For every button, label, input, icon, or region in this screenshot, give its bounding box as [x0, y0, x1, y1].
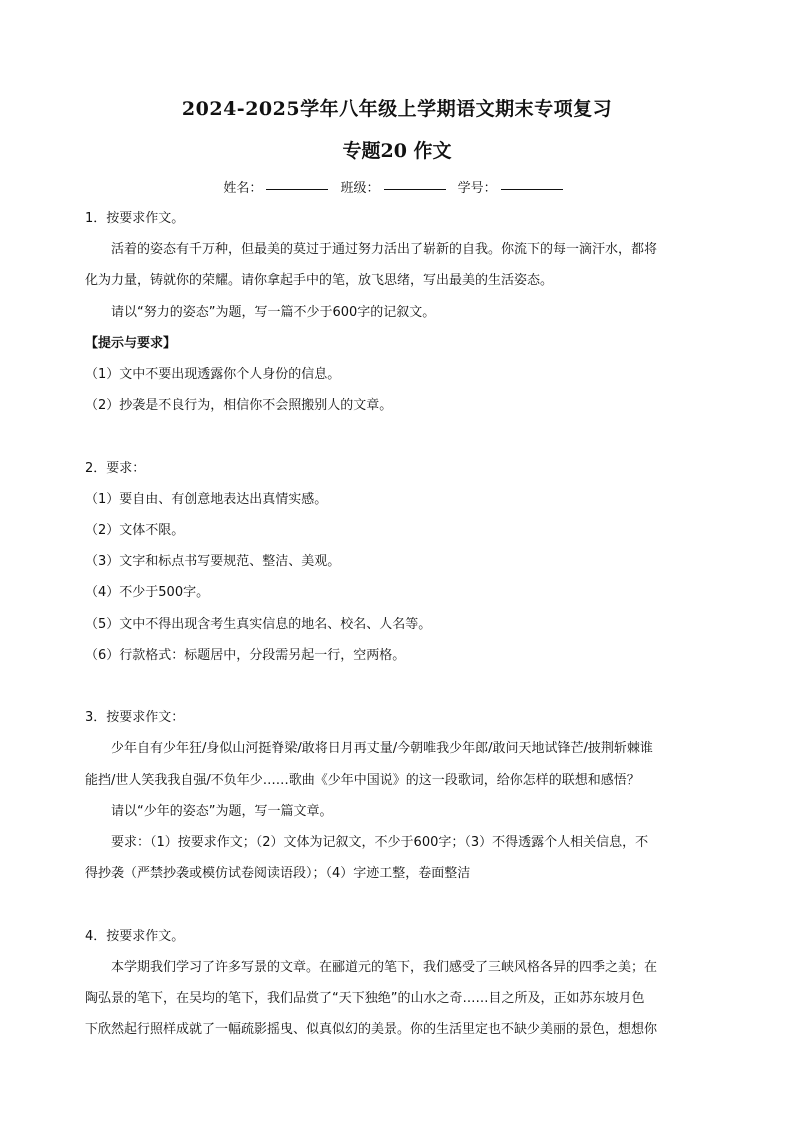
- q3-paragraph-3-cont: 得抄袭（严禁抄袭或模仿试卷阅读语段）；（4）字迹工整，卷面整洁: [85, 866, 471, 882]
- q1-tips-heading: 【提示与要求】: [85, 335, 177, 351]
- id-label: 学号：: [457, 181, 497, 196]
- q4-number: 4．按要求作文。: [85, 928, 185, 944]
- q3-paragraph-1: 少年自有少年狂/身似山河挺脊梁/敢将日月再丈量/今朝唯我少年郎/敢问天地试锋芒/披荆斩棘谁: [111, 741, 653, 757]
- q2-number: 2．要求：: [85, 460, 146, 476]
- name-label: 姓名：: [223, 181, 263, 196]
- q2-item: （1）要自由、有创意地表达出真情实感。: [85, 491, 328, 507]
- spacer: [85, 421, 710, 452]
- q2-item: （5）文中不得出现含考生真实信息的地名、校名、人名等。: [85, 616, 432, 632]
- q1-paragraph-2: 请以“努力的姿态”为题，写一篇不少于600字的记叙文。: [111, 304, 436, 320]
- q2-item: （2）文体不限。: [85, 523, 185, 539]
- q1-tip: （1）文中不要出现透露你个人身份的信息。: [85, 367, 341, 383]
- document-body: [85, 203, 710, 1045]
- q3-paragraph-2: 请以“少年的姿态”为题，写一篇文章。: [111, 803, 333, 819]
- name-blank[interactable]: [266, 189, 328, 190]
- q1-tip: （2）抄袭是不良行为，相信你不会照搬别人的文章。: [85, 398, 393, 414]
- id-blank[interactable]: [501, 189, 563, 190]
- document-subtitle: 专题20 作文: [342, 140, 452, 162]
- q3-paragraph-1-cont: 能挡/世人笑我我自强/不负年少……歌曲《少年中国说》的这一段歌词，给你怎样的联想和感悟？: [85, 772, 640, 788]
- spacer: [85, 671, 710, 702]
- spacer: [85, 889, 710, 920]
- q2-item: （4）不少于500字。: [85, 585, 210, 601]
- student-info-line: [0, 177, 794, 196]
- q4-paragraph-1: 本学期我们学习了许多写景的文章。在郦道元的笔下，我们感受了三峡风格各异的四季之美；在: [111, 959, 658, 975]
- q2-item: （6）行款格式：标题居中，分段需另起一行，空两格。: [85, 647, 406, 663]
- document-title: 2024-2025学年八年级上学期语文期末专项复习: [181, 98, 613, 120]
- class-label: 班级：: [340, 181, 380, 196]
- class-blank[interactable]: [384, 189, 446, 190]
- q2-item: （3）文字和标点书写要规范、整洁、美观。: [85, 554, 341, 570]
- q1-paragraph-1: 活着的姿态有千万种，但最美的莫过于通过努力活出了崭新的自我。你流下的每一滴汗水，都将: [111, 242, 658, 258]
- q3-number: 3．按要求作文：: [85, 710, 185, 726]
- q1-paragraph-1-cont: 化为力量，铸就你的荣耀。请你拿起手中的笔，放飞思绪，写出最美的生活姿态。: [85, 273, 554, 289]
- q3-paragraph-3: 要求：（1）按要求作文；（2）文体为记叙文，不少于600字；（3）不得透露个人相关信息，不: [111, 835, 649, 851]
- q4-paragraph-1-cont: 下欣然起行照样成就了一幅疏影摇曳、似真似幻的美景。你的生活里定也不缺少美丽的景色，想想你: [85, 1022, 658, 1038]
- q4-paragraph-1-cont: 陶弘景的笔下，在吴均的笔下，我们品赏了“天下独绝”的山水之奇……目之所及，正如苏东坡月色: [85, 991, 645, 1007]
- q1-number: 1．按要求作文。: [85, 211, 185, 226]
